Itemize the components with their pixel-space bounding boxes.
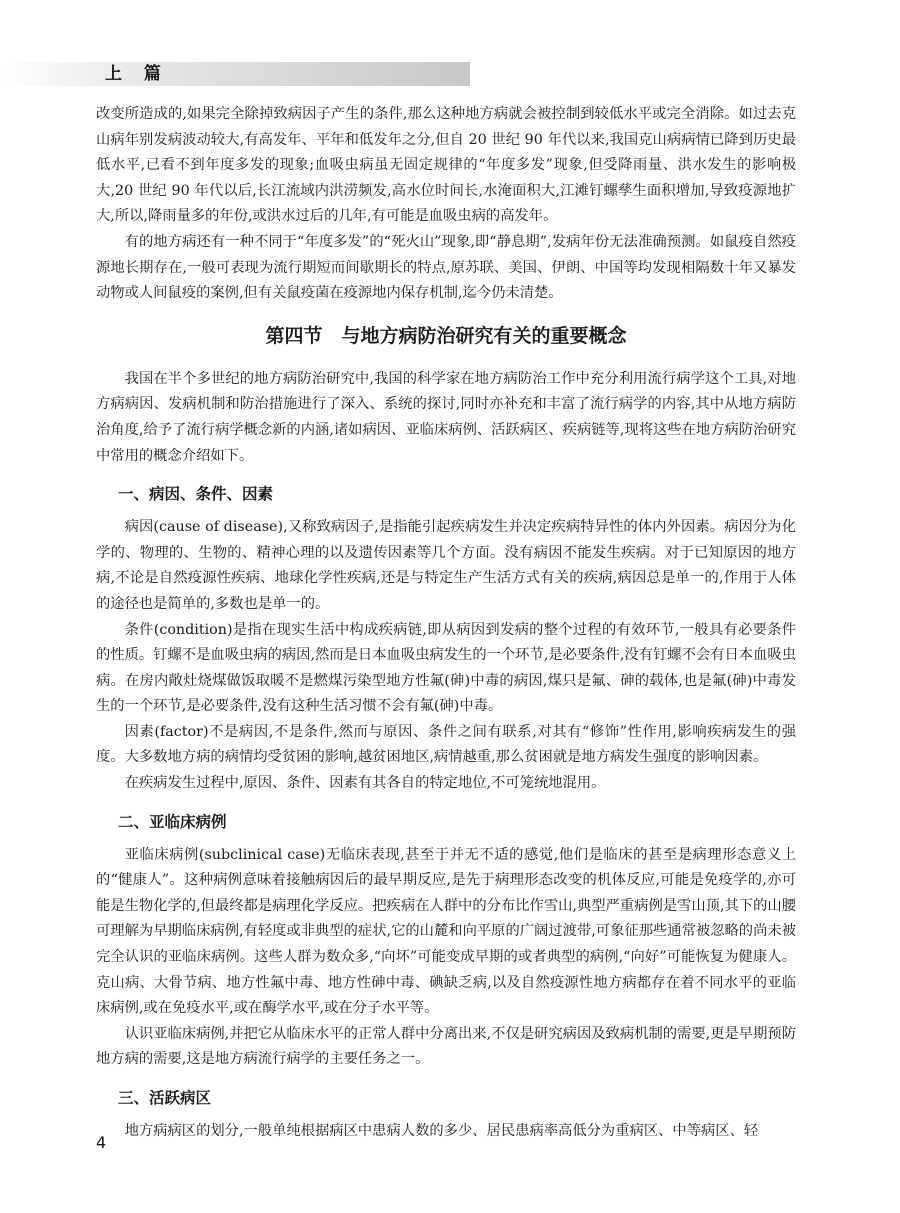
page-content (96, 102, 796, 1145)
paragraph: 病因(cause of disease),又称致病因子,是指能引起疾病发生并决定疾病特异性的体内外因素。病因分为化学的、物理的、生物的、精神心理的以及遗传因素等几个方面。没有病因不能发生疾病。对于已知原因的地方病,不论是自然疫源性疾病、地球化学性疾病,还是与特定生产生活方式有关的疾病,病因总是单一的,作用于人体的途径也是简单的,多数也是单一的。 (96, 519, 796, 612)
paragraph: 在疾病发生过程中,原因、条件、因素有其各自的特定地位,不可笼统地混用。 (124, 775, 606, 792)
subsection-title: 一、病因、条件、因素 (118, 485, 274, 504)
page-number: 4 (96, 1133, 107, 1152)
paragraph: 有的地方病还有一种不同于“年度多发”的“死火山”现象,即“静息期”,发病年份无法准确预测。如鼠疫自然疫源地长期存在,一般可表现为流行期短而间歇期长的特点,原苏联、美国、伊朗、中国等均发现相隔数十年又暴发动物或人间鼠疫的案例,但有关鼠疫菌在疫源地内保存机制,迄今仍未清楚。 (96, 233, 796, 302)
header-band (0, 62, 470, 86)
paragraph: 因素(factor)不是病因,不是条件,然而与原因、条件之间有联系,对其有“修饰”性作用,影响疾病发生的强度。大多数地方病的病情均受贫困的影响,越贫困地区,病情越重,那么贫困就是地方病发生强度的影响因素。 (96, 723, 796, 766)
subsection-title: 三、活跃病区 (118, 1089, 212, 1107)
paragraph: 亚临床病例(subclinical case)无临床表现,甚至于并无不适的感觉,他们是临床的甚至是病理形态意义上的“健康人”。这种病例意味着接触病因后的最早期反应,是先于病理形态改变的机体反应,可能是免疫学的,亦可能是生物化学的,但最终都是病理化学反应。把疾病在人群中的分布比作雪山,典型严重病例是雪山顶,其下的山腰可理解为早期临床病例,有轻度或非典型的症状,它的山麓和向平原的广阔过渡带,可象征那些通常被忽略的尚未被完全认识的亚临床病例。这些人群为数众多,“向坏”可能变成早期的或者典型的病例,“向好”可能恢复为健康人。克山病、大骨节病、地方性氟中毒、地方性砷中毒、碘缺乏病,以及自然疫源性地方病都存在着不同水平的亚临床病例,或在免疫水平,或在酶学水平,或在分子水平等。 (96, 846, 796, 1017)
paragraph: 我国在半个多世纪的地方病防治研究中,我国的科学家在地方病防治工作中充分利用流行病学这个工具,对地方病病因、发病机制和防治措施进行了深入、系统的探讨,同时亦补充和丰富了流行病学的内容,其中从地方病防治角度,给予了流行病学概念新的内涵,诸如病因、亚临床病例、活跃病区、疾病链等,现将这些在地方病防治研究中常用的概念介绍如下。 (96, 370, 796, 464)
paragraph: 改变所造成的,如果完全除掉致病因子产生的条件,那么这种地方病就会被控制到较低水平或完全消除。如过去克山病年别发病波动较大,有高发年、平年和低发年之分,但自 20 世纪 90 年代以来,我国克山病病情已降到历史最低水平,已看不到年度多发的现象;血吸虫病虽无固定规律的“年度多发”现象,但受降雨量、洪水发生的影响极大,20 世纪 90 年代以后,长江流域内洪涝频发,高水位时间长,水淹面积大,江滩钉螺孳生面积增加,导致疫源地扩大,所以,降雨量多的年份,或洪水过后的几年,有可能是血吸虫病的高发年。 (96, 106, 796, 225)
subsection-title: 二、亚临床病例 (118, 812, 227, 831)
section-title: 第四节 与地方病防治研究有关的重要概念 (265, 324, 627, 347)
paragraph: 条件(condition)是指在现实生活中构成疾病链,即从病因到发病的整个过程的有效环节,一般具有必要条件的性质。钉螺不是血吸虫病的病因,然而是日本血吸虫病发生的一个环节,是必要条件,没有钉螺不会有日本血吸虫病。在房内敞灶烧煤做饭取暖不是燃煤污染型地方性氟(砷)中毒的病因,煤只是氟、砷的载体,也是氟(砷)中毒发生的一个环节,是必要条件,没有这种生活习惯不会有氟(砷)中毒。 (96, 621, 796, 715)
paragraph: 认识亚临床病例,并把它从临床水平的正常人群中分离出来,不仅是研究病因及致病机制的需要,更是早期预防地方病的需要,这是地方病流行病学的主要任务之一。 (96, 1025, 796, 1068)
part-label: 上 篇 (105, 64, 169, 84)
paragraph: 地方病病区的划分,一般单纯根据病区中患病人数的多少、居民患病率高低分为重病区、中等病区、轻 (124, 1123, 759, 1139)
